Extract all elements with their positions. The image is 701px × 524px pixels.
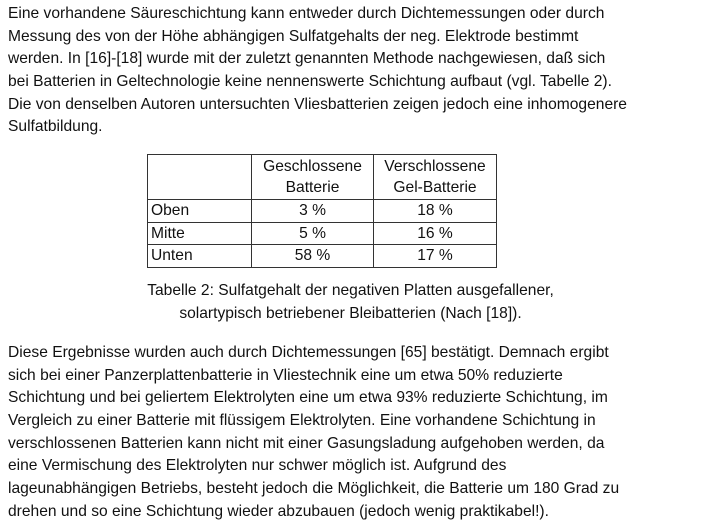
header-text: Verschlossene <box>384 157 486 175</box>
text-line: Sulfatbildung. <box>8 118 103 136</box>
table-caption <box>0 280 701 325</box>
table-header-empty <box>148 155 252 200</box>
header-text: Gel-Batterie <box>393 179 477 196</box>
sulfate-content-table <box>147 154 497 268</box>
text-line: Schichtung und bei geliertem Elektrolyten eine um etwa 93% reduzierte Schichtung, im <box>8 389 608 407</box>
text-line: verschlossenen Batterien kann nicht mit einer Gasungsladung aufgehoben werden, da <box>8 434 605 452</box>
text-line: Vergleich zu einer Batterie mit flüssigem Elektrolyten. Eine vorhandene Schichtung in <box>8 412 596 430</box>
table-row <box>148 200 497 223</box>
table-header-verschlossene-gel-batterie <box>374 155 497 200</box>
text-line: lageunabhängigen Betriebs, besteht jedoch die Möglichkeit, die Batterie um 180 Grad zu <box>8 480 620 498</box>
cell-geschlossen: 58 % <box>252 245 374 268</box>
row-label: Oben <box>148 200 252 223</box>
cell-verschlossen-gel: 17 % <box>374 245 497 268</box>
table-row <box>148 245 497 268</box>
text-line: bei Batterien in Geltechnologie keine nennenswerte Schichtung aufbaut (vgl. Tabelle 2). <box>8 73 612 91</box>
text-line: werden. In [16]-[18] wurde mit der zuletzt genannten Methode nachgewiesen, daß sich <box>8 50 606 68</box>
paragraph-density-measurements <box>8 342 694 524</box>
paragraph-stratification-intro <box>8 3 694 139</box>
header-text: Batterie <box>285 179 340 196</box>
header-text: Geschlossene <box>263 157 362 175</box>
table-header-row <box>148 155 497 200</box>
text-line: eine Vermischung des Elektrolyten nur schwer möglich ist. Aufgrund des <box>8 457 507 475</box>
text-line: sich bei einer Panzerplattenbatterie in Vliestechnik eine um etwa 50% reduzierte <box>8 366 563 384</box>
table-row <box>148 222 497 245</box>
row-label: Unten <box>148 245 252 268</box>
caption-line: solartypisch betriebener Bleibatterien (Nach [18]). <box>179 304 522 322</box>
text-line: Eine vorhandene Säureschichtung kann entweder durch Dichtemessungen oder durch <box>8 5 605 22</box>
cell-geschlossen: 3 % <box>252 200 374 223</box>
row-label: Mitte <box>148 222 252 245</box>
cell-geschlossen: 5 % <box>252 222 374 245</box>
caption-line: Tabelle 2: Sulfatgehalt der negativen Platten ausgefallener, <box>147 282 554 299</box>
text-line: Diese Ergebnisse wurden auch durch Dichtemessungen [65] bestätigt. Demnach ergibt <box>8 344 609 361</box>
text-line: Messung des von der Höhe abhängigen Sulfatgehalts der neg. Elektrode bestimmt <box>8 27 579 45</box>
cell-verschlossen-gel: 18 % <box>374 200 497 223</box>
text-line: drehen und so eine Schichtung wieder abzubauen (jedoch wenig praktikabel!). <box>8 502 549 520</box>
table-header-geschlossene-batterie <box>252 155 374 200</box>
cell-verschlossen-gel: 16 % <box>374 222 497 245</box>
text-line: Die von denselben Autoren untersuchten Vliesbatterien zeigen jedoch eine inhomogenere <box>8 95 627 113</box>
